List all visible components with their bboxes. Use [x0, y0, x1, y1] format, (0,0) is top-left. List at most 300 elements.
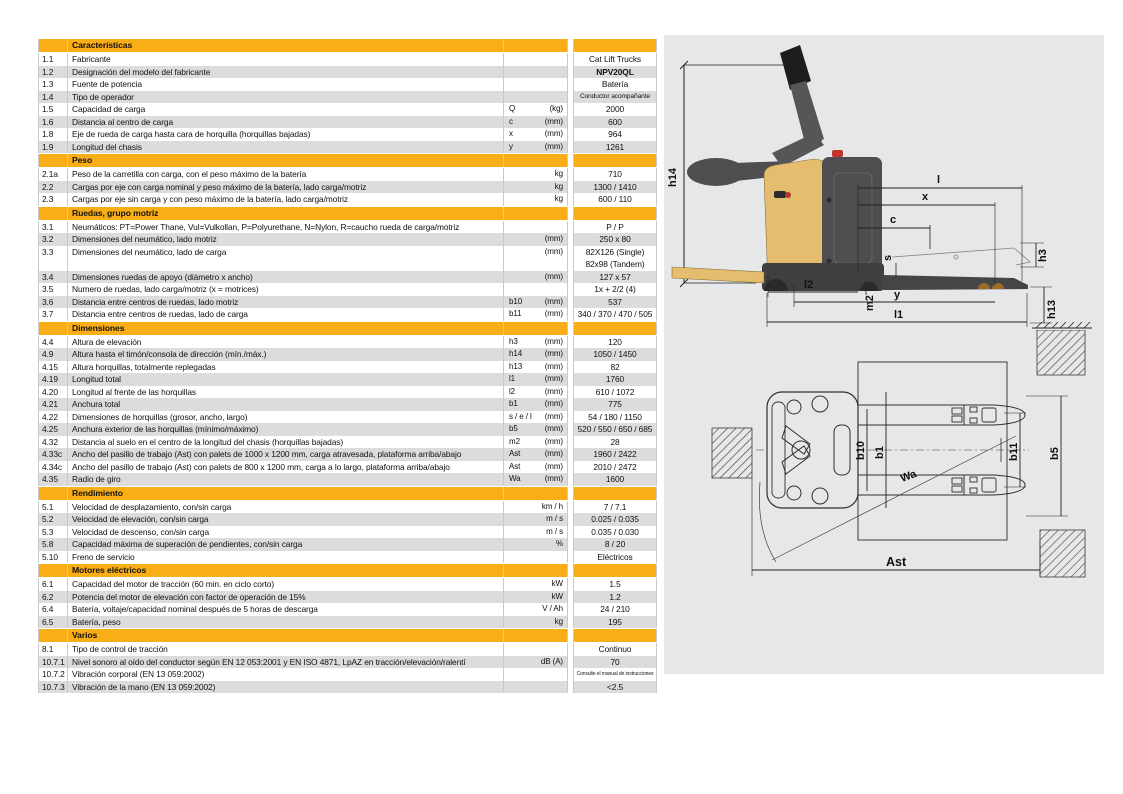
row-value-text: 520 / 550 / 650 / 685	[577, 424, 653, 434]
row-number: 10.7.1	[38, 656, 67, 669]
row-unit: kW	[551, 591, 563, 601]
table-row	[38, 526, 657, 539]
section-header-unit-cell	[503, 207, 568, 220]
row-value-text: 710	[608, 169, 622, 179]
row-value	[573, 246, 657, 271]
section-title: Características	[67, 39, 503, 52]
row-description: Batería, peso	[67, 616, 503, 629]
row-value-text: 600 / 110	[598, 194, 632, 204]
row-value-text-2: 82x98 (Tandem)	[585, 259, 645, 269]
row-number: 5.1	[38, 501, 67, 514]
table-row	[38, 66, 657, 79]
section-header-unit-cell	[503, 154, 568, 167]
row-description: Neumáticos: PT=Power Thane, Vul=Vulkollan, P=Polyurethane, N=Nylon, R=caucho rueda de carga/motriz	[67, 221, 503, 234]
row-value-text: 1960 / 2422	[593, 449, 637, 459]
row-description: Designación del modelo del fabricante	[67, 66, 503, 79]
row-symbol-unit	[503, 296, 568, 309]
row-value-text: 1600	[605, 474, 625, 484]
row-unit: (mm)	[544, 296, 563, 306]
row-value	[573, 373, 657, 386]
row-value	[573, 461, 657, 474]
row-unit: m / s	[546, 514, 563, 523]
row-description: Peso de la carretilla con carga, con el peso máximo de la batería	[67, 168, 503, 181]
row-number: 4.4	[38, 336, 67, 349]
row-unit: (mm)	[544, 399, 563, 408]
row-description: Longitud total	[67, 373, 503, 386]
section-header-unit-cell	[503, 487, 568, 500]
row-symbol: h13	[509, 361, 523, 371]
table-row	[38, 373, 657, 386]
row-description: Capacidad máxima de superación de pendientes, con/sin carga	[67, 538, 503, 551]
table-row	[38, 538, 657, 551]
row-value	[573, 361, 657, 374]
row-value-text: 127 x 57	[599, 271, 631, 282]
row-symbol-unit	[503, 423, 568, 436]
table-row	[38, 656, 657, 669]
row-value	[573, 681, 657, 694]
row-number: 5.3	[38, 526, 67, 539]
section-title: Varios	[67, 629, 503, 642]
row-symbol: y	[509, 141, 513, 151]
row-description: Dimensiones de horquillas (grosor, ancho, largo)	[67, 411, 503, 424]
row-number: 3.4	[38, 271, 67, 284]
dim-b10-label: b10	[855, 441, 867, 460]
row-symbol-unit	[503, 411, 568, 424]
row-description: Altura horquillas, totalmente replegadas	[67, 361, 503, 374]
row-symbol-unit	[503, 513, 568, 526]
row-value-text: 600	[608, 116, 622, 127]
row-symbol-unit	[503, 141, 568, 154]
row-value-text: 82	[610, 361, 620, 372]
row-value	[573, 116, 657, 129]
row-number: 4.35	[38, 473, 67, 486]
table-row	[38, 513, 657, 526]
row-number: 8.1	[38, 643, 67, 656]
row-description: Numero de ruedas, lado carga/motriz (x = motrices)	[67, 283, 503, 296]
row-description: Distancia entre centros de ruedas, lado de carga	[67, 308, 503, 321]
row-symbol-unit	[503, 643, 568, 656]
section-header-unit-cell	[503, 39, 568, 52]
row-symbol-unit	[503, 616, 568, 629]
dim-s-label: s	[882, 254, 894, 261]
dim-wa-label: Wa	[898, 468, 919, 485]
section-header-row	[38, 486, 657, 501]
row-value	[573, 386, 657, 399]
row-symbol: Ast	[509, 461, 521, 471]
section-title: Rendimiento	[67, 487, 503, 500]
row-unit: (mm)	[544, 411, 563, 421]
row-unit: km / h	[541, 501, 563, 511]
row-description: Longitud del chasis	[67, 141, 503, 154]
row-value	[573, 578, 657, 591]
row-symbol-unit	[503, 246, 568, 271]
row-description: Velocidad de elevación, con/sin carga	[67, 513, 503, 526]
row-symbol-unit	[503, 336, 568, 349]
table-row	[38, 141, 657, 154]
row-symbol-unit	[503, 78, 568, 91]
row-symbol-unit	[503, 551, 568, 564]
row-value	[573, 91, 657, 104]
row-description: Dimensiones del neumático, lado de carga	[67, 246, 503, 271]
row-value-text: 2000	[605, 104, 625, 114]
table-row	[38, 91, 657, 104]
table-row	[38, 398, 657, 411]
table-row	[38, 271, 657, 284]
row-value	[573, 398, 657, 411]
dim-h3-label: h3	[1037, 249, 1049, 262]
row-symbol: l1	[509, 374, 516, 383]
row-value-text: 1261	[605, 141, 625, 152]
row-number: 3.5	[38, 283, 67, 296]
table-row	[38, 181, 657, 194]
row-unit: (mm)	[544, 141, 563, 151]
section-header-value-cell	[573, 39, 657, 52]
row-value-text: 0.035 / 0.030	[591, 526, 639, 537]
row-symbol-unit	[503, 603, 568, 616]
section-header-num-cell	[38, 629, 67, 642]
table-row	[38, 233, 657, 246]
row-number: 3.7	[38, 308, 67, 321]
row-value	[573, 283, 657, 296]
row-description: Vibración de la mano (EN 13 059:2002)	[67, 681, 503, 694]
row-number: 2.1a	[38, 168, 67, 181]
row-symbol-unit	[503, 538, 568, 551]
row-description: Capacidad del motor de tracción (60 min. en ciclo corto)	[67, 578, 503, 591]
section-header-row	[38, 628, 657, 643]
row-symbol: h3	[509, 336, 518, 346]
table-row	[38, 436, 657, 449]
row-value-text: 82X126 (Single)	[585, 246, 645, 257]
section-title: Peso	[67, 154, 503, 167]
row-unit: %	[555, 539, 563, 548]
table-row	[38, 668, 657, 681]
row-value	[573, 53, 657, 66]
section-header-row	[38, 206, 657, 221]
table-row	[38, 283, 657, 296]
row-description: Eje de rueda de carga hasta cara de horquilla (horquillas bajadas)	[67, 128, 503, 141]
row-symbol: m2	[509, 436, 520, 446]
row-symbol-unit	[503, 168, 568, 181]
row-symbol: s / e / l	[509, 411, 532, 421]
dim-y-label: y	[894, 289, 901, 301]
row-unit: V / Ah	[542, 604, 563, 613]
row-unit: (mm)	[544, 461, 563, 471]
row-unit: kg	[554, 169, 563, 178]
section-header-num-cell	[38, 564, 67, 577]
row-symbol-unit	[503, 66, 568, 79]
section-header-row	[38, 321, 657, 336]
row-number: 3.3	[38, 246, 67, 271]
row-symbol-unit	[503, 461, 568, 474]
row-value-text: 0.025 / 0.035	[591, 514, 639, 524]
row-description: Altura hasta el timón/consola de dirección (mín./máx.)	[67, 348, 503, 361]
table-row	[38, 193, 657, 206]
table-row	[38, 53, 657, 66]
row-symbol-unit	[503, 91, 568, 104]
row-symbol-unit	[503, 473, 568, 486]
row-description: Distancia entre centros de ruedas, lado motriz	[67, 296, 503, 309]
table-row	[38, 461, 657, 474]
row-description: Distancia al centro de carga	[67, 116, 503, 129]
table-row	[38, 616, 657, 629]
row-symbol-unit	[503, 578, 568, 591]
row-number: 4.20	[38, 386, 67, 399]
table-row	[38, 551, 657, 564]
row-number: 4.21	[38, 398, 67, 411]
row-unit: (mm)	[544, 474, 563, 483]
row-unit: (kg)	[549, 104, 563, 113]
row-number: 3.2	[38, 233, 67, 246]
row-number: 1.3	[38, 78, 67, 91]
row-description: Nivel sonoro al oído del conductor según EN 12 053:2001 y EN ISO 4871, LpAZ en tracción/elevación/ralentí	[67, 656, 503, 669]
row-number: 5.8	[38, 538, 67, 551]
row-symbol-unit	[503, 181, 568, 194]
row-number: 6.2	[38, 591, 67, 604]
row-value	[573, 448, 657, 461]
row-unit: dB (A)	[540, 656, 563, 666]
row-number: 4.19	[38, 373, 67, 386]
row-value-text: 964	[608, 129, 622, 139]
row-value-text: 1.5	[609, 579, 621, 589]
section-header-row	[38, 38, 657, 53]
row-value-text: NPV20QL	[596, 66, 634, 77]
row-description: Ancho del pasillo de trabajo (Ast) con palets de 800 x 1200 mm, carga a lo largo, plataforma arriba/abajo	[67, 461, 503, 474]
row-number: 4.34c	[38, 461, 67, 474]
side-view-diagram	[664, 35, 1104, 330]
row-unit: (mm)	[544, 386, 563, 396]
section-title: Dimensiones	[67, 322, 503, 335]
row-description: Cargas por eje sin carga y con peso máximo de la batería, lado carga/motriz	[67, 193, 503, 206]
table-row	[38, 168, 657, 181]
row-value	[573, 221, 657, 234]
row-symbol-unit	[503, 373, 568, 386]
row-number: 1.4	[38, 91, 67, 104]
table-row	[38, 348, 657, 361]
specification-table	[38, 38, 657, 693]
row-unit: (mm)	[544, 116, 563, 126]
row-value-text: 775	[608, 399, 622, 409]
section-header-value-cell	[573, 207, 657, 220]
diagram-panel	[664, 35, 1104, 674]
table-row	[38, 361, 657, 374]
row-unit: (mm)	[544, 361, 563, 371]
row-unit: (mm)	[544, 336, 563, 346]
row-description: Dimensiones del neumático, lado motriz	[67, 233, 503, 246]
section-header-unit-cell	[503, 322, 568, 335]
row-symbol-unit	[503, 526, 568, 539]
row-value-text: 610 / 1072	[595, 386, 635, 397]
row-unit: m / s	[546, 526, 563, 536]
row-number: 3.1	[38, 221, 67, 234]
row-unit: kW	[551, 579, 563, 588]
table-row	[38, 411, 657, 424]
row-value	[573, 473, 657, 486]
row-symbol-unit	[503, 448, 568, 461]
row-number: 5.10	[38, 551, 67, 564]
row-value-text: 54 / 180 / 1150	[588, 411, 642, 422]
row-value-text: 1300 / 1410	[593, 181, 637, 192]
row-symbol-unit	[503, 386, 568, 399]
row-number: 4.22	[38, 411, 67, 424]
row-value	[573, 643, 657, 656]
dim-l-label: l	[937, 174, 941, 186]
row-symbol-unit	[503, 116, 568, 129]
row-value	[573, 296, 657, 309]
table-row	[38, 681, 657, 694]
section-header-num-cell	[38, 207, 67, 220]
row-value-text: Conductor acompañante	[579, 92, 651, 100]
table-row	[38, 448, 657, 461]
row-number: 4.15	[38, 361, 67, 374]
row-number: 4.32	[38, 436, 67, 449]
section-header-num-cell	[38, 322, 67, 335]
section-title: Ruedas, grupo motriz	[67, 207, 503, 220]
section-header-unit-cell	[503, 564, 568, 577]
row-symbol: h14	[509, 349, 523, 358]
row-description: Freno de servicio	[67, 551, 503, 564]
row-symbol-unit	[503, 128, 568, 141]
row-value-text: 2010 / 2472	[593, 461, 637, 472]
row-unit: kg	[554, 194, 563, 203]
row-number: 6.5	[38, 616, 67, 629]
row-value	[573, 551, 657, 564]
row-symbol-unit	[503, 193, 568, 206]
row-value-text: 28	[610, 436, 620, 447]
row-symbol-unit	[503, 501, 568, 514]
section-header-num-cell	[38, 487, 67, 500]
row-number: 4.33c	[38, 448, 67, 461]
row-number: 10.7.3	[38, 681, 67, 694]
row-value	[573, 66, 657, 79]
row-value-text: 537	[608, 296, 622, 307]
row-symbol-unit	[503, 233, 568, 246]
row-unit: (mm)	[544, 129, 563, 138]
row-value	[573, 668, 657, 681]
row-symbol-unit	[503, 283, 568, 296]
row-value-text: 250 x 80	[599, 234, 631, 244]
row-description: Dimensiones ruedas de apoyo (diámetro x ancho)	[67, 271, 503, 284]
row-symbol: b10	[509, 296, 523, 306]
row-value	[573, 411, 657, 424]
table-row	[38, 578, 657, 591]
row-value-text: Consulte el manual de instrucciones	[576, 671, 654, 677]
row-unit: (mm)	[544, 424, 563, 433]
section-header-row	[38, 153, 657, 168]
row-symbol-unit	[503, 53, 568, 66]
row-symbol-unit	[503, 668, 568, 681]
row-value-text: 1.2	[609, 591, 621, 602]
row-value-text: 1760	[605, 374, 625, 384]
row-description: Vibración corporal (EN 13 059:2002)	[67, 668, 503, 681]
row-value	[573, 348, 657, 361]
dim-x-label: x	[922, 191, 929, 203]
row-value	[573, 78, 657, 91]
row-value-text: 7 / 7.1	[603, 501, 627, 512]
row-description: Batería, voltaje/capacidad nominal después de 5 horas de descarga	[67, 603, 503, 616]
row-unit: (mm)	[544, 271, 563, 281]
row-value	[573, 423, 657, 436]
table-row	[38, 423, 657, 436]
row-symbol: Wa	[509, 474, 521, 483]
table-row	[38, 603, 657, 616]
row-symbol-unit	[503, 221, 568, 234]
table-row	[38, 78, 657, 91]
row-value-text: 1x + 2/2 (4)	[594, 284, 636, 294]
row-symbol: b1	[509, 399, 518, 408]
row-value-text: 195	[608, 616, 622, 627]
row-description: Velocidad de descenso, con/sin carga	[67, 526, 503, 539]
row-value-text: Continuo	[598, 644, 632, 654]
row-value	[573, 271, 657, 284]
row-number: 1.9	[38, 141, 67, 154]
row-unit: kg	[554, 616, 563, 626]
row-number: 4.25	[38, 423, 67, 436]
row-symbol-unit	[503, 398, 568, 411]
row-number: 3.6	[38, 296, 67, 309]
row-description: Capacidad de carga	[67, 103, 503, 116]
row-unit: (mm)	[544, 309, 563, 318]
row-description: Potencia del motor de elevación con factor de operación de 15%	[67, 591, 503, 604]
row-description: Ancho del pasillo de trabajo (Ast) con palets de 1000 x 1200 mm, carga atravesada, plataforma arriba/abajo	[67, 448, 503, 461]
row-value-text: 120	[608, 336, 622, 347]
row-unit: (mm)	[544, 349, 563, 358]
top-view-diagram	[664, 330, 1104, 625]
row-number: 1.8	[38, 128, 67, 141]
row-value-text: Batería	[601, 79, 629, 89]
dim-l1-label: l1	[894, 309, 904, 321]
row-value-text: Cat Lift Trucks	[588, 54, 642, 64]
section-header-unit-cell	[503, 629, 568, 642]
dim-b1-label: b1	[874, 446, 886, 459]
row-symbol-unit	[503, 656, 568, 669]
row-value	[573, 181, 657, 194]
table-row	[38, 386, 657, 399]
section-title: Motores eléctricos	[67, 564, 503, 577]
row-unit: (mm)	[544, 449, 563, 458]
dim-h13-label: h13	[1046, 300, 1058, 319]
row-symbol-unit	[503, 591, 568, 604]
row-number: 6.4	[38, 603, 67, 616]
row-number: 5.2	[38, 513, 67, 526]
row-value	[573, 168, 657, 181]
row-description: Velocidad de desplazamiento, con/sin carga	[67, 501, 503, 514]
row-symbol-unit	[503, 103, 568, 116]
row-unit: (mm)	[544, 436, 563, 446]
section-header-num-cell	[38, 39, 67, 52]
row-symbol: Ast	[509, 449, 521, 458]
table-row	[38, 128, 657, 141]
row-value	[573, 526, 657, 539]
table-row	[38, 103, 657, 116]
row-description: Longitud al frente de las horquillas	[67, 386, 503, 399]
table-row	[38, 246, 657, 271]
dim-b11-label: b11	[1008, 442, 1020, 461]
row-number: 1.6	[38, 116, 67, 129]
section-header-value-cell	[573, 629, 657, 642]
row-value	[573, 233, 657, 246]
section-header-value-cell	[573, 487, 657, 500]
row-description: Altura de elevación	[67, 336, 503, 349]
row-value	[573, 336, 657, 349]
row-symbol-unit	[503, 436, 568, 449]
section-header-value-cell	[573, 564, 657, 577]
row-symbol-unit	[503, 308, 568, 321]
row-value	[573, 193, 657, 206]
row-description: Tipo de control de tracción	[67, 643, 503, 656]
row-value	[573, 103, 657, 116]
row-description: Cargas por eje con carga nominal y peso máximo de la batería, lado carga/motriz	[67, 181, 503, 194]
row-value-text: 70	[610, 656, 620, 667]
